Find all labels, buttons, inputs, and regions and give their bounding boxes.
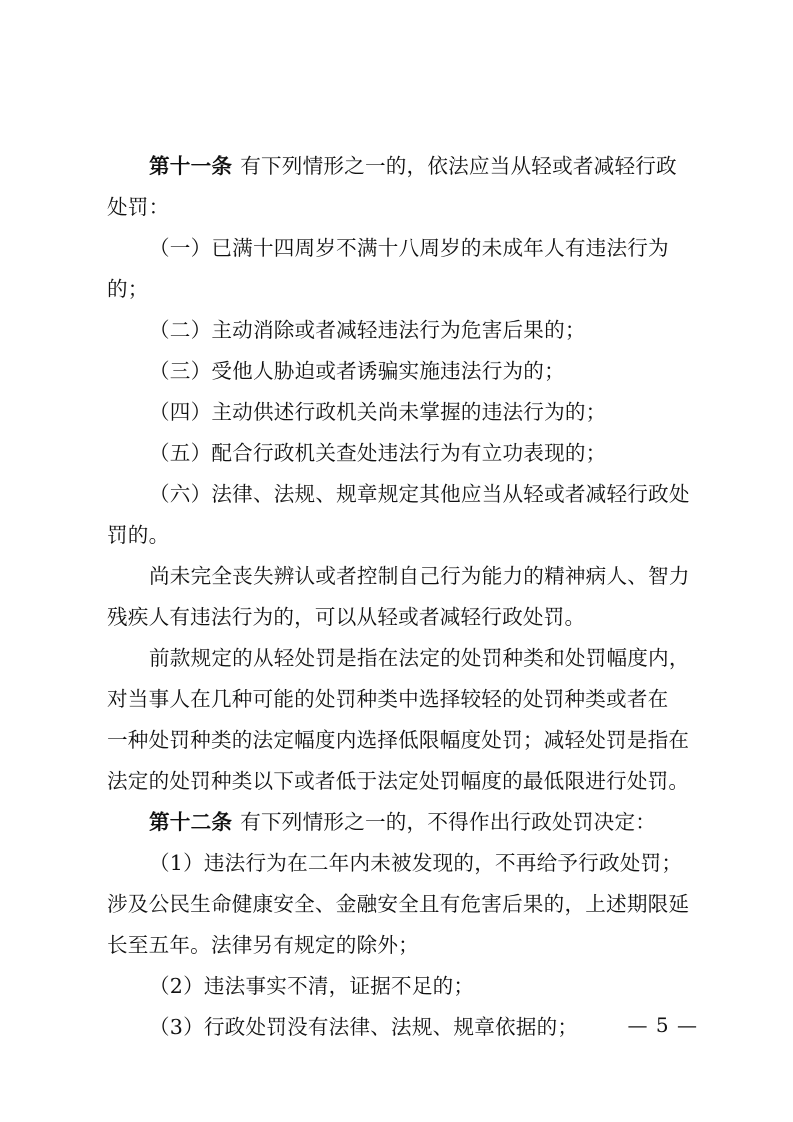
article-11-item-6-continued: 罚的。 bbox=[107, 523, 170, 547]
article-11-definition-line-3: 一种处罚种类的法定幅度内选择低限幅度处罚；减轻处罚是指在 bbox=[107, 728, 690, 752]
article-11-item-3: （三）受他人胁迫或者诱骗实施违法行为的； bbox=[149, 359, 565, 383]
article-11-item-1: （一）已满十四周岁不满十八周岁的未成年人有违法行为 bbox=[149, 236, 669, 260]
article-11-item-2: （二）主动消除或者减轻违法行为危害后果的； bbox=[149, 318, 586, 342]
article-11-definition-line-4: 法定的处罚种类以下或者低于法定处罚幅度的最低限进行处罚。 bbox=[107, 769, 690, 793]
article-12-title: 第十二条 bbox=[149, 810, 233, 834]
article-11-item-1-continued: 的； bbox=[107, 277, 149, 301]
article-12-item-1-line-3: 长至五年。法律另有规定的除外； bbox=[107, 933, 419, 957]
article-11-heading-line bbox=[149, 148, 677, 184]
article-11-intro-continued: 处罚： bbox=[107, 195, 170, 219]
article-12-item-1: （1）违法行为在二年内未被发现的，不再给予行政处罚； bbox=[149, 851, 683, 875]
article-11-item-5: （五）配合行政机关查处违法行为有立功表现的； bbox=[149, 441, 607, 465]
article-11-item-4: （四）主动供述行政机关尚未掌握的违法行为的； bbox=[149, 400, 607, 424]
article-11-definition-line-1: 前款规定的从轻处罚是指在法定的处罚种类和处罚幅度内， bbox=[149, 646, 690, 670]
article-11-item-6: （六）法律、法规、规章规定其他应当从轻或者减轻行政处 bbox=[149, 482, 690, 506]
article-12-item-3: （3）行政处罚没有法律、法规、规章依据的； bbox=[149, 1015, 579, 1039]
page-number: — 5 — bbox=[627, 1013, 698, 1037]
article-12-intro: 有下列情形之一的，不得作出行政处罚决定： bbox=[240, 810, 657, 834]
article-11-mental-para-line-2: 残疾人有违法行为的，可以从轻或者减轻行政处罚。 bbox=[107, 605, 586, 629]
article-11-intro: 有下列情形之一的，依法应当从轻或者减轻行政 bbox=[240, 154, 677, 178]
article-11-title: 第十一条 bbox=[149, 154, 233, 178]
article-12-item-1-line-2: 涉及公民生命健康安全、金融安全且有危害后果的，上述期限延 bbox=[107, 892, 690, 916]
article-12-item-2: （2）违法事实不清，证据不足的； bbox=[149, 974, 475, 998]
article-12-heading-line bbox=[149, 804, 656, 840]
article-11-mental-para-line-1: 尚未完全丧失辨认或者控制自己行为能力的精神病人、智力 bbox=[149, 564, 690, 588]
article-11-definition-line-2: 对当事人在几种可能的处罚种类中选择较轻的处罚种类或者在 bbox=[107, 687, 669, 711]
